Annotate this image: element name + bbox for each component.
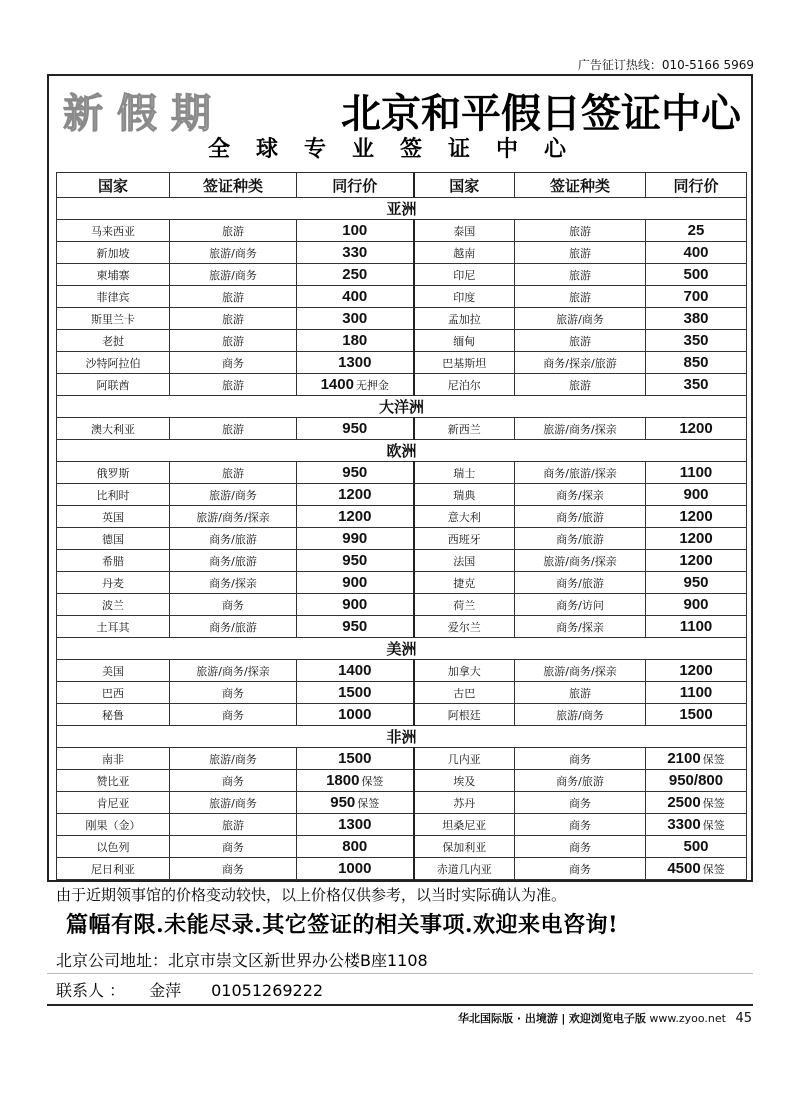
visa-type-cell: 旅游 xyxy=(515,682,646,704)
visa-type-cell: 旅游 xyxy=(170,418,297,440)
price-cell xyxy=(297,418,414,440)
table-row xyxy=(57,330,747,352)
table-row xyxy=(57,836,747,858)
price-cell xyxy=(297,704,414,726)
country-cell: 斯里兰卡 xyxy=(57,308,170,330)
country-cell: 德国 xyxy=(57,528,170,550)
visa-type-cell: 商务/旅游 xyxy=(515,572,646,594)
price-cell xyxy=(297,682,414,704)
price-value: 950 xyxy=(683,574,709,591)
price-cell xyxy=(646,792,747,814)
region-row xyxy=(57,726,747,748)
country-cell: 马来西亚 xyxy=(57,220,170,242)
visa-type-cell: 旅游 xyxy=(515,242,646,264)
country-cell: 美国 xyxy=(57,660,170,682)
country-cell: 沙特阿拉伯 xyxy=(57,352,170,374)
country-cell: 法国 xyxy=(414,550,515,572)
visa-type-cell: 旅游/商务/探亲 xyxy=(515,660,646,682)
visa-type-cell: 旅游 xyxy=(170,220,297,242)
price-cell xyxy=(297,616,414,638)
country-cell: 新加坡 xyxy=(57,242,170,264)
price-value: 900 xyxy=(683,486,709,503)
table-row xyxy=(57,594,747,616)
table-row xyxy=(57,242,747,264)
country-cell: 印度 xyxy=(414,286,515,308)
price-cell xyxy=(297,352,414,374)
price-cell xyxy=(297,836,414,858)
contact-label: 联系人 ： xyxy=(56,981,126,1000)
visa-type-cell: 商务 xyxy=(515,792,646,814)
region-row xyxy=(57,396,747,418)
price-value: 950 xyxy=(342,618,368,635)
country-cell: 保加利亚 xyxy=(414,836,515,858)
price-value: 1100 xyxy=(679,464,713,481)
visa-type-cell: 商务/探亲 xyxy=(515,484,646,506)
price-value: 1100 xyxy=(679,618,713,635)
table-row xyxy=(57,418,747,440)
price-cell xyxy=(646,594,747,616)
price-value: 1800 xyxy=(326,772,360,789)
table-row xyxy=(57,352,747,374)
table-header-row xyxy=(57,173,747,198)
price-cell xyxy=(646,528,747,550)
footer-divider xyxy=(47,1004,753,1006)
table-row xyxy=(57,264,747,286)
visa-type-cell: 商务/访问 xyxy=(515,594,646,616)
country-cell: 苏丹 xyxy=(414,792,515,814)
visa-type-cell: 旅游 xyxy=(170,286,297,308)
country-cell: 老挝 xyxy=(57,330,170,352)
visa-type-cell: 商务/旅游 xyxy=(170,528,297,550)
footer-publication: 华北国际版 · 出境游 xyxy=(458,1012,558,1025)
table-row xyxy=(57,858,747,880)
price-value: 950 xyxy=(342,552,368,569)
price-value: 1000 xyxy=(338,706,372,723)
price-cell xyxy=(646,814,747,836)
column-header-price-right: 同行价 xyxy=(646,173,747,198)
country-cell: 尼泊尔 xyxy=(414,374,515,396)
table-row xyxy=(57,308,747,330)
country-cell: 缅甸 xyxy=(414,330,515,352)
visa-type-cell: 商务 xyxy=(170,704,297,726)
visa-type-cell: 商务 xyxy=(170,836,297,858)
price-cell xyxy=(297,572,414,594)
table-row xyxy=(57,814,747,836)
country-cell: 俄罗斯 xyxy=(57,462,170,484)
price-cell xyxy=(297,264,414,286)
country-cell: 埃及 xyxy=(414,770,515,792)
country-cell: 巴西 xyxy=(57,682,170,704)
visa-type-cell: 旅游 xyxy=(515,374,646,396)
country-cell: 泰国 xyxy=(414,220,515,242)
price-note: 保签 xyxy=(357,798,380,810)
visa-type-cell: 旅游 xyxy=(170,374,297,396)
price-cell xyxy=(297,792,414,814)
price-note: 保签 xyxy=(702,864,725,876)
price-value: 1500 xyxy=(338,750,372,767)
contact-name: 金萍 xyxy=(149,981,182,1000)
price-cell xyxy=(297,242,414,264)
region-label: 亚洲 xyxy=(57,198,747,220)
price-cell xyxy=(646,572,747,594)
country-cell: 意大利 xyxy=(414,506,515,528)
price-value: 950 xyxy=(342,420,368,437)
visa-type-cell: 旅游 xyxy=(170,308,297,330)
price-cell xyxy=(297,594,414,616)
table-row xyxy=(57,792,747,814)
table-row xyxy=(57,748,747,770)
price-cell xyxy=(646,550,747,572)
visa-type-cell: 旅游/商务 xyxy=(170,792,297,814)
region-label: 欧洲 xyxy=(57,440,747,462)
country-cell: 南非 xyxy=(57,748,170,770)
region-row xyxy=(57,440,747,462)
price-value: 300 xyxy=(342,310,368,327)
visa-type-cell: 商务/旅游 xyxy=(170,616,297,638)
price-cell xyxy=(297,330,414,352)
company-address: 北京公司地址：北京市崇文区新世界办公楼B座1108 xyxy=(56,951,428,970)
price-value: 950/800 xyxy=(668,772,724,789)
price-note: 保签 xyxy=(702,754,725,766)
consult-slogan: 篇幅有限.未能尽录.其它签证的相关事项.欢迎来电咨询! xyxy=(66,912,619,938)
table-row xyxy=(57,550,747,572)
table-row xyxy=(57,462,747,484)
price-cell xyxy=(297,660,414,682)
price-value: 1500 xyxy=(679,706,713,723)
brand-logo-text: 新假期 xyxy=(63,90,225,137)
price-value: 990 xyxy=(342,530,368,547)
region-row xyxy=(57,638,747,660)
country-cell: 柬埔寨 xyxy=(57,264,170,286)
region-label: 大洋洲 xyxy=(57,396,747,418)
price-value: 500 xyxy=(683,838,709,855)
contact-line xyxy=(56,978,323,1001)
price-cell xyxy=(646,330,747,352)
price-value: 3300 xyxy=(667,816,701,833)
price-cell xyxy=(297,528,414,550)
footer-online: 欢迎浏览电子版 xyxy=(568,1012,646,1025)
country-cell: 瑞典 xyxy=(414,484,515,506)
column-header-price-left: 同行价 xyxy=(297,173,414,198)
price-value: 1200 xyxy=(338,508,372,525)
price-cell xyxy=(297,748,414,770)
price-value: 350 xyxy=(683,332,709,349)
price-value: 2100 xyxy=(667,750,701,767)
price-cell xyxy=(297,814,414,836)
price-value: 900 xyxy=(342,574,368,591)
table-row xyxy=(57,616,747,638)
price-cell xyxy=(646,616,747,638)
visa-type-cell: 商务 xyxy=(170,858,297,880)
price-cell xyxy=(646,682,747,704)
price-value: 380 xyxy=(683,310,709,327)
price-value: 1300 xyxy=(338,816,372,833)
price-note: 保签 xyxy=(702,798,725,810)
country-cell: 西班牙 xyxy=(414,528,515,550)
visa-type-cell: 商务/探亲 xyxy=(170,572,297,594)
price-cell xyxy=(646,506,747,528)
page-number: 45 xyxy=(735,1011,752,1026)
price-value: 25 xyxy=(687,222,705,239)
country-cell: 越南 xyxy=(414,242,515,264)
country-cell: 巴基斯坦 xyxy=(414,352,515,374)
price-value: 180 xyxy=(342,332,368,349)
visa-type-cell: 旅游/商务 xyxy=(170,264,297,286)
country-cell: 爱尔兰 xyxy=(414,616,515,638)
price-value: 1200 xyxy=(338,486,372,503)
table-row xyxy=(57,770,747,792)
visa-type-cell: 旅游/商务 xyxy=(170,484,297,506)
footer-divider-bar: | xyxy=(561,1012,566,1025)
footer-site-link[interactable]: www.zyoo.net xyxy=(649,1012,726,1025)
price-cell xyxy=(646,484,747,506)
price-value: 400 xyxy=(342,288,368,305)
visa-type-cell: 旅游 xyxy=(515,220,646,242)
price-cell xyxy=(646,264,747,286)
region-label: 美洲 xyxy=(57,638,747,660)
price-cell xyxy=(646,704,747,726)
visa-type-cell: 旅游/商务 xyxy=(515,308,646,330)
price-value: 1400 xyxy=(320,376,354,393)
country-cell: 瑞士 xyxy=(414,462,515,484)
price-cell xyxy=(646,858,747,880)
visa-type-cell: 旅游/商务/探亲 xyxy=(515,418,646,440)
price-note: 保签 xyxy=(361,776,384,788)
table-row xyxy=(57,374,747,396)
price-value: 1000 xyxy=(338,860,372,877)
price-cell xyxy=(297,506,414,528)
center-subtitle: 全球专业签证中心 xyxy=(207,136,592,162)
region-label: 非洲 xyxy=(57,726,747,748)
table-row xyxy=(57,220,747,242)
price-value: 1200 xyxy=(679,530,713,547)
table-row xyxy=(57,528,747,550)
country-cell: 波兰 xyxy=(57,594,170,616)
price-cell xyxy=(646,418,747,440)
price-cell xyxy=(646,836,747,858)
price-value: 1200 xyxy=(679,662,713,679)
country-cell: 以色列 xyxy=(57,836,170,858)
visa-type-cell: 商务/旅游 xyxy=(170,550,297,572)
country-cell: 尼日利亚 xyxy=(57,858,170,880)
visa-type-cell: 旅游/商务 xyxy=(170,748,297,770)
table-body xyxy=(57,198,747,880)
column-header-type-right: 签证种类 xyxy=(515,173,646,198)
price-cell xyxy=(646,352,747,374)
visa-type-cell: 商务 xyxy=(170,682,297,704)
price-value: 350 xyxy=(683,376,709,393)
country-cell: 英国 xyxy=(57,506,170,528)
visa-price-panel xyxy=(47,74,753,882)
price-value: 1500 xyxy=(338,684,372,701)
country-cell: 孟加拉 xyxy=(414,308,515,330)
country-cell: 澳大利亚 xyxy=(57,418,170,440)
page-footer xyxy=(458,1010,752,1026)
country-cell: 几内亚 xyxy=(414,748,515,770)
visa-type-cell: 商务 xyxy=(170,352,297,374)
visa-type-cell: 商务 xyxy=(515,748,646,770)
table-row xyxy=(57,704,747,726)
price-value: 1200 xyxy=(679,508,713,525)
region-row xyxy=(57,198,747,220)
price-value: 330 xyxy=(342,244,368,261)
table-row xyxy=(57,660,747,682)
price-value: 800 xyxy=(342,838,368,855)
price-cell xyxy=(646,660,747,682)
price-value: 700 xyxy=(683,288,709,305)
price-value: 900 xyxy=(683,596,709,613)
price-cell xyxy=(297,308,414,330)
country-cell: 捷克 xyxy=(414,572,515,594)
price-cell xyxy=(646,462,747,484)
visa-type-cell: 商务/旅游 xyxy=(515,506,646,528)
table-row xyxy=(57,682,747,704)
price-value: 1300 xyxy=(338,354,372,371)
price-value: 500 xyxy=(683,266,709,283)
price-cell xyxy=(297,374,414,396)
address-divider xyxy=(47,973,753,974)
price-value: 100 xyxy=(342,222,368,239)
price-value: 400 xyxy=(683,244,709,261)
price-value: 1200 xyxy=(679,552,713,569)
country-cell: 丹麦 xyxy=(57,572,170,594)
table-row xyxy=(57,506,747,528)
country-cell: 赞比亚 xyxy=(57,770,170,792)
visa-type-cell: 旅游 xyxy=(170,462,297,484)
visa-type-cell: 商务 xyxy=(515,814,646,836)
country-cell: 加拿大 xyxy=(414,660,515,682)
country-cell: 秘鲁 xyxy=(57,704,170,726)
visa-type-cell: 旅游 xyxy=(170,814,297,836)
visa-type-cell: 商务/旅游 xyxy=(515,528,646,550)
column-header-country-right: 国家 xyxy=(414,173,515,198)
price-notice: 由于近期领事馆的价格变动较快，以上价格仅供参考，以当时实际确认为准。 xyxy=(56,886,567,904)
price-cell xyxy=(646,748,747,770)
price-cell xyxy=(646,770,747,792)
visa-price-table xyxy=(56,172,747,880)
visa-type-cell: 旅游 xyxy=(515,330,646,352)
country-cell: 阿联酋 xyxy=(57,374,170,396)
price-value: 2500 xyxy=(667,794,701,811)
price-value: 4500 xyxy=(667,860,701,877)
visa-type-cell: 商务/旅游/探亲 xyxy=(515,462,646,484)
visa-type-cell: 旅游 xyxy=(515,286,646,308)
country-cell: 比利时 xyxy=(57,484,170,506)
column-header-type-left: 签证种类 xyxy=(170,173,297,198)
price-note: 无押金 xyxy=(355,380,389,392)
price-cell xyxy=(297,550,414,572)
visa-type-cell: 旅游/商务/探亲 xyxy=(170,660,297,682)
visa-type-cell: 旅游/商务/探亲 xyxy=(170,506,297,528)
country-cell: 赤道几内亚 xyxy=(414,858,515,880)
price-value: 900 xyxy=(342,596,368,613)
visa-type-cell: 旅游 xyxy=(515,264,646,286)
center-name: 北京和平假日签证中心 xyxy=(341,90,741,137)
price-cell xyxy=(297,220,414,242)
country-cell: 希腊 xyxy=(57,550,170,572)
price-cell xyxy=(646,242,747,264)
ad-hotline: 广告征订热线：010-5166 5969 xyxy=(577,58,754,72)
visa-type-cell: 旅游 xyxy=(170,330,297,352)
table-row xyxy=(57,286,747,308)
visa-type-cell: 商务 xyxy=(170,594,297,616)
country-cell: 肯尼亚 xyxy=(57,792,170,814)
visa-type-cell: 商务 xyxy=(515,858,646,880)
contact-phone: 01051269222 xyxy=(211,981,324,1000)
price-note: 保签 xyxy=(702,820,725,832)
country-cell: 荷兰 xyxy=(414,594,515,616)
price-cell xyxy=(297,484,414,506)
visa-type-cell: 商务/探亲 xyxy=(515,616,646,638)
visa-type-cell: 旅游/商务/探亲 xyxy=(515,550,646,572)
country-cell: 印尼 xyxy=(414,264,515,286)
price-cell xyxy=(646,220,747,242)
country-cell: 坦桑尼亚 xyxy=(414,814,515,836)
country-cell: 刚果（金） xyxy=(57,814,170,836)
visa-type-cell: 商务/探亲/旅游 xyxy=(515,352,646,374)
price-value: 850 xyxy=(683,354,709,371)
country-cell: 古巴 xyxy=(414,682,515,704)
price-value: 250 xyxy=(342,266,368,283)
country-cell: 土耳其 xyxy=(57,616,170,638)
visa-type-cell: 旅游/商务 xyxy=(515,704,646,726)
country-cell: 新西兰 xyxy=(414,418,515,440)
price-cell xyxy=(297,462,414,484)
visa-type-cell: 旅游/商务 xyxy=(170,242,297,264)
country-cell: 菲律宾 xyxy=(57,286,170,308)
price-value: 950 xyxy=(330,794,356,811)
price-cell xyxy=(646,308,747,330)
column-header-country-left: 国家 xyxy=(57,173,170,198)
price-value: 1200 xyxy=(679,420,713,437)
price-value: 1400 xyxy=(338,662,372,679)
panel-header xyxy=(49,76,751,168)
country-cell: 阿根廷 xyxy=(414,704,515,726)
price-cell xyxy=(297,286,414,308)
visa-type-cell: 商务/旅游 xyxy=(515,770,646,792)
price-cell xyxy=(297,858,414,880)
table-row xyxy=(57,484,747,506)
visa-type-cell: 商务 xyxy=(515,836,646,858)
price-value: 1100 xyxy=(679,684,713,701)
table-row xyxy=(57,572,747,594)
price-value: 950 xyxy=(342,464,368,481)
price-cell xyxy=(297,770,414,792)
price-cell xyxy=(646,286,747,308)
price-cell xyxy=(646,374,747,396)
visa-type-cell: 商务 xyxy=(170,770,297,792)
